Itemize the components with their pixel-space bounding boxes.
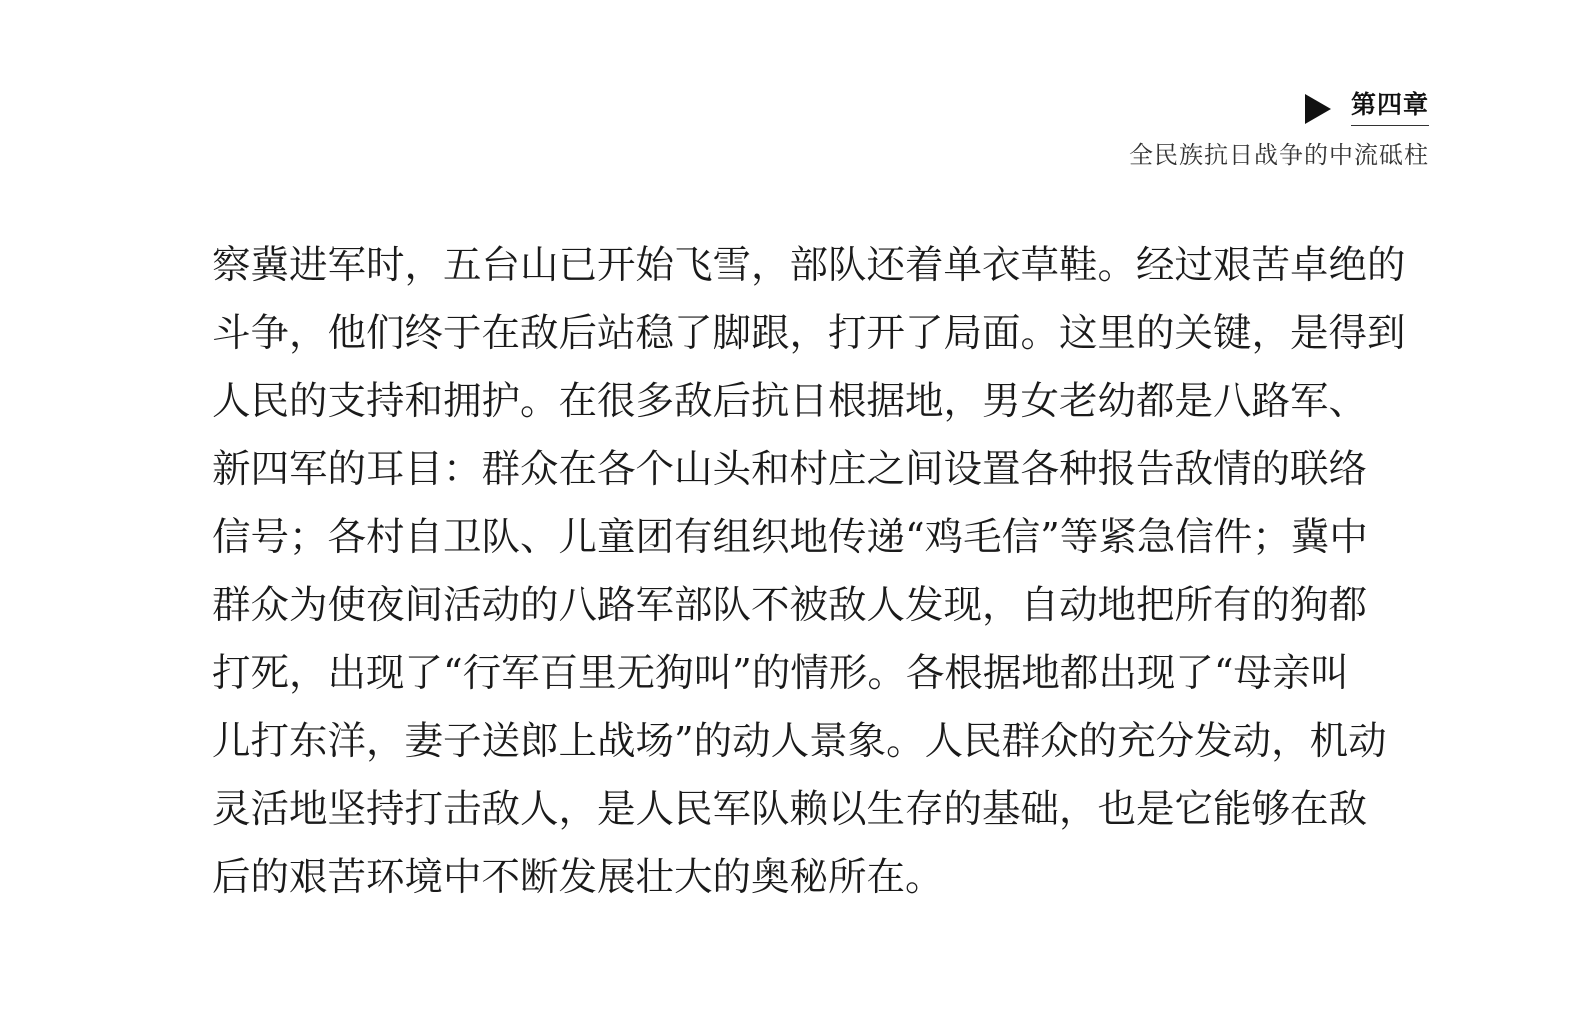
body-line-3: 人民的支持和拥护。在很多敌后抗日根据地，男女老幼都是八路军、 (212, 379, 1368, 424)
chapter-row (1129, 92, 1429, 134)
body-line-9: 灵活地坚持打击敌人，是人民军队赖以生存的基础，也是它能够在敌 (212, 787, 1368, 832)
running-header (1129, 92, 1429, 168)
triangle-icon (1305, 94, 1331, 124)
body-line-7: 打死，出现了“行军百里无狗叫”的情形。各根据地都出现了“母亲叫 (212, 651, 1350, 696)
body-line-4: 新四军的耳目：群众在各个山头和村庄之间设置各种报告敌情的联络 (212, 447, 1368, 492)
body-paragraph (212, 232, 1406, 912)
chapter-subtitle: 全民族抗日战争的中流砥柱 (1129, 141, 1429, 169)
body-line-1: 察冀进军时，五台山已开始飞雪，部队还着单衣草鞋。经过艰苦卓绝的 (212, 243, 1406, 288)
chapter-label: 第四章 (1351, 92, 1429, 126)
body-line-10: 后的艰苦环境中不断发展壮大的奥秘所在。 (212, 855, 944, 900)
body-line-6: 群众为使夜间活动的八路军部队不被敌人发现，自动地把所有的狗都 (212, 583, 1368, 628)
body-line-8: 儿打东洋，妻子送郎上战场”的动人景象。人民群众的充分发动，机动 (212, 719, 1387, 764)
body-line-2: 斗争，他们终于在敌后站稳了脚跟，打开了局面。这里的关键，是得到 (212, 311, 1406, 356)
body-line-5: 信号；各村自卫队、儿童团有组织地传递“鸡毛信”等紧急信件；冀中 (212, 515, 1368, 560)
